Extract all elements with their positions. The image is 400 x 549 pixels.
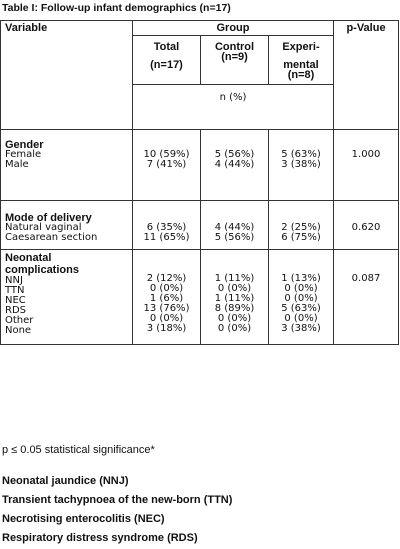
row-label: Male xyxy=(5,159,29,170)
section-delivery xyxy=(1,201,399,250)
section-label xyxy=(1,130,133,201)
row-label: Other xyxy=(5,315,34,326)
exp-label-1: Experi- xyxy=(282,41,320,53)
section-name: Mode of delivery xyxy=(5,212,92,224)
control-values xyxy=(201,201,269,250)
control-values xyxy=(201,250,269,345)
cell-value: 0 (0%) xyxy=(284,283,318,294)
cell-value: 3 (38%) xyxy=(281,159,321,170)
pvalue-header: p-Value xyxy=(334,21,399,130)
total-values xyxy=(133,250,201,345)
variable-header: Variable xyxy=(1,21,133,130)
experimental-header xyxy=(269,36,334,85)
cell-value: 6 (75%) xyxy=(281,232,321,243)
section-name: Gender xyxy=(5,139,44,151)
demographics-table xyxy=(0,20,399,345)
cell-value: 3 (18%) xyxy=(146,323,187,334)
cell-value: 0 (0%) xyxy=(284,313,318,324)
abbreviation-item: Necrotising enterocolitis (NEC) xyxy=(2,513,165,525)
row-label: RDS xyxy=(5,305,26,316)
row-label: None xyxy=(5,325,32,336)
pvalue-cell: 1.000 xyxy=(334,130,399,201)
cell-value: 1 (11%) xyxy=(214,273,255,284)
cell-value: 4 (44%) xyxy=(214,222,255,233)
cell-value: 13 (76%) xyxy=(143,303,190,314)
cell-value: 0 (0%) xyxy=(217,313,252,324)
row-label: NNJ xyxy=(5,275,23,286)
row-label: Natural vaginal xyxy=(5,222,82,233)
control-values xyxy=(201,130,269,201)
exp-label-2: mental xyxy=(283,59,319,71)
control-label: Control xyxy=(214,41,255,53)
cell-value: 0 (0%) xyxy=(149,283,184,294)
cell-value: 5 (56%) xyxy=(214,232,255,243)
table-title: Table I: Follow-up infant demographics (n=17) xyxy=(2,2,231,14)
abbreviation-item: Neonatal jaundice (NNJ) xyxy=(2,475,129,487)
cell-value: 8 (89%) xyxy=(214,303,255,314)
experimental-values xyxy=(269,130,334,201)
row-label: NEC xyxy=(5,295,26,306)
section-name: Neonatal complications xyxy=(5,252,79,276)
cell-value: 10 (59%) xyxy=(143,149,190,160)
cell-value: 11 (65%) xyxy=(143,232,190,243)
footnote: p ≤ 0.05 statistical significance* xyxy=(2,444,155,456)
cell-value: 6 (35%) xyxy=(146,222,187,233)
cell-value: 5 (56%) xyxy=(214,149,255,160)
exp-n: (n=8) xyxy=(287,69,315,81)
cell-value: 5 (63%) xyxy=(281,303,321,314)
row-label: Caesarean section xyxy=(5,232,98,243)
cell-value: 4 (44%) xyxy=(214,159,255,170)
abbreviation-list xyxy=(2,472,232,548)
abbreviation-item: Transient tachypnoea of the new-born (TTN) xyxy=(2,494,233,506)
cell-value: 3 (38%) xyxy=(281,323,321,334)
row-label: TTN xyxy=(5,285,25,296)
group-header: Group xyxy=(133,21,334,36)
cell-value: 0 (0%) xyxy=(284,293,318,304)
pvalue-cell: 0.087 xyxy=(334,250,399,345)
cell-value: 0 (0%) xyxy=(217,283,252,294)
unit-cell: n (%) xyxy=(133,85,334,130)
section-complications xyxy=(1,250,399,345)
experimental-values xyxy=(269,250,334,345)
cell-value: 5 (63%) xyxy=(281,149,321,160)
section-gender xyxy=(1,130,399,201)
section-label xyxy=(1,250,133,345)
total-header xyxy=(133,36,201,85)
control-n: (n=9) xyxy=(221,51,248,63)
experimental-values xyxy=(269,201,334,250)
total-values xyxy=(133,130,201,201)
cell-value: 0 (0%) xyxy=(149,313,184,324)
cell-value: 7 (41%) xyxy=(146,159,187,170)
total-n: (n=17) xyxy=(150,59,183,71)
cell-value: 0 (0%) xyxy=(217,323,252,334)
cell-value: 1 (11%) xyxy=(214,293,255,304)
section-label xyxy=(1,201,133,250)
pvalue-cell: 0.620 xyxy=(334,201,399,250)
header-row xyxy=(1,21,399,36)
cell-value: 1 (13%) xyxy=(281,273,321,284)
cell-value: 2 (25%) xyxy=(281,222,321,233)
control-header xyxy=(201,36,269,85)
cell-value: 1 (6%) xyxy=(149,293,184,304)
total-values xyxy=(133,201,201,250)
abbreviation-item: Respiratory distress syndrome (RDS) xyxy=(2,532,198,544)
cell-value: 2 (12%) xyxy=(146,273,187,284)
total-label: Total xyxy=(153,41,180,53)
row-label: Female xyxy=(5,149,42,160)
